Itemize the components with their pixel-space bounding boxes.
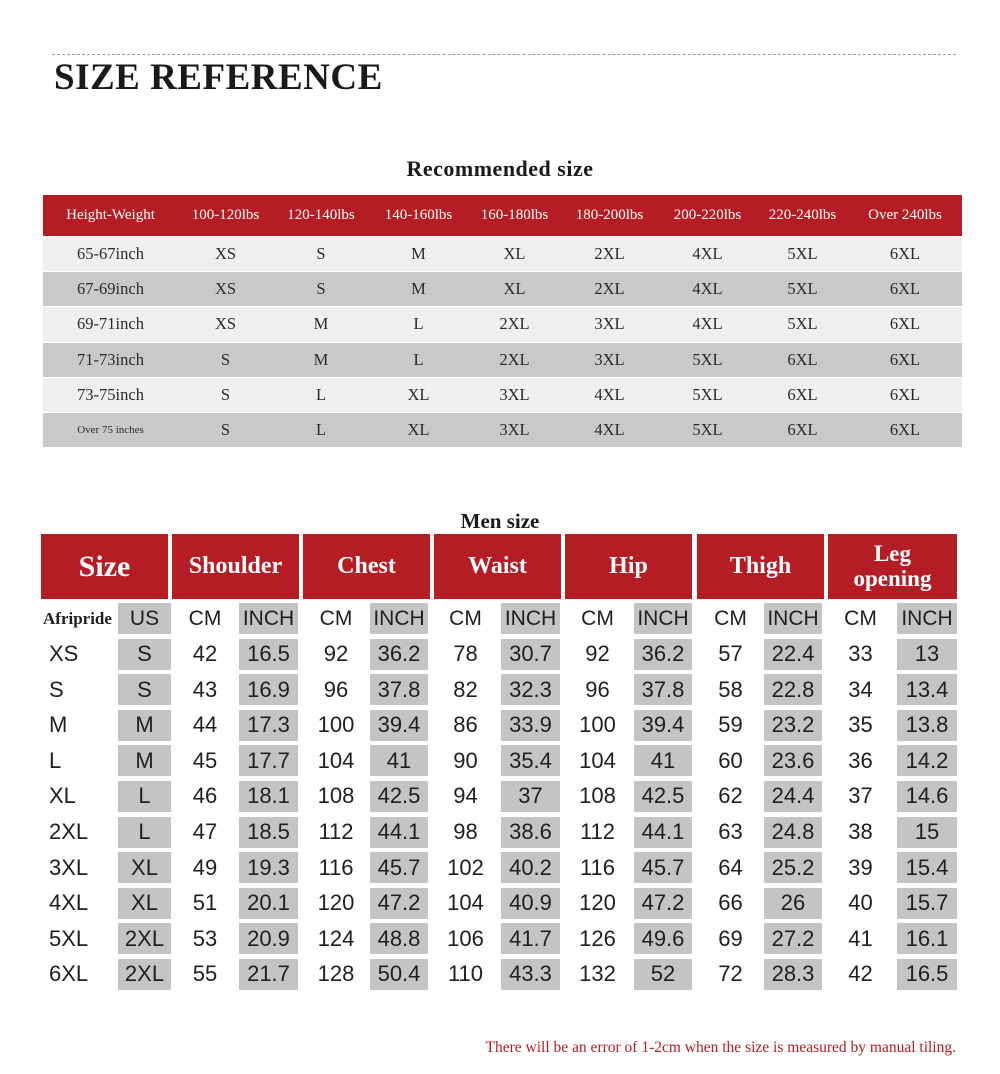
measure-cell: 20.1 xyxy=(239,888,298,919)
measure-cell: 18.5 xyxy=(239,817,298,848)
measure-cell: 32.3 xyxy=(501,674,560,705)
measure-cell: 38 xyxy=(848,819,873,845)
measure-cell: 110 xyxy=(447,961,484,987)
size-label-cell: 2XL xyxy=(118,959,171,990)
recommended-row xyxy=(43,342,962,377)
measure-cell: 44 xyxy=(192,712,218,738)
measure-cell: 39 xyxy=(848,854,873,880)
recommended-size-cell: 6XL xyxy=(889,279,921,299)
recommended-size-cell: 4XL xyxy=(594,420,625,440)
measure-cell: 18.1 xyxy=(239,781,298,812)
measure-cell: 112 xyxy=(579,819,616,845)
men-header-cell: Size xyxy=(41,534,168,599)
measure-cell: 41 xyxy=(370,745,428,776)
height-range-cell: 65-67inch xyxy=(77,244,144,264)
measure-cell: 39.4 xyxy=(370,710,428,741)
size-label-cell: 2XL xyxy=(49,819,89,845)
men-header-row xyxy=(41,534,957,601)
measurement-note: There will be an error of 1-2cm when the size is measured by manual tiling. xyxy=(485,1039,956,1056)
recommended-header-row xyxy=(43,195,962,236)
measure-cell: 92 xyxy=(323,641,349,667)
recommended-size-cell: XL xyxy=(407,420,430,440)
measure-cell: 13.4 xyxy=(897,674,957,705)
unit-label: CM xyxy=(844,606,877,630)
measure-cell: 34 xyxy=(848,676,873,702)
measure-cell: 96 xyxy=(585,676,610,702)
measure-cell: 43 xyxy=(192,676,218,702)
measure-cell: 19.3 xyxy=(239,852,298,883)
measure-cell: 72 xyxy=(718,961,743,987)
measure-cell: 28.3 xyxy=(764,959,822,990)
measure-cell: 27.2 xyxy=(764,923,822,954)
recommended-header-cell: Height-Weight xyxy=(66,207,155,223)
recommended-size-cell: XS xyxy=(214,279,237,299)
measure-cell: 52 xyxy=(634,959,692,990)
recommended-size-cell: 2XL xyxy=(594,244,625,264)
measure-cell: 59 xyxy=(718,712,743,738)
recommended-size-cell: L xyxy=(413,349,424,369)
recommended-row xyxy=(43,377,962,412)
measure-cell: 39.4 xyxy=(634,710,692,741)
recommended-size-cell: 6XL xyxy=(787,420,818,440)
measure-cell: 30.7 xyxy=(501,639,560,670)
recommended-size-cell: 4XL xyxy=(692,244,723,264)
recommended-header-cell: Over 240lbs xyxy=(868,207,942,223)
men-header-cell: Leg opening xyxy=(828,534,957,599)
men-size-row xyxy=(41,815,957,851)
recommended-size-table xyxy=(43,195,962,447)
size-label-cell: M xyxy=(118,710,171,741)
measure-cell: 41 xyxy=(634,745,692,776)
size-label-cell: XL xyxy=(118,888,171,919)
recommended-size-cell: 4XL xyxy=(594,384,625,404)
measure-cell: 26 xyxy=(764,888,822,919)
recommended-size-cell: XS xyxy=(214,314,237,334)
measure-cell: 42 xyxy=(192,641,218,667)
measure-cell: 120 xyxy=(579,890,616,916)
recommended-size-cell: 5XL xyxy=(787,279,818,299)
height-range-cell: 73-75inch xyxy=(77,384,144,404)
recommended-size-cell: 2XL xyxy=(594,279,625,299)
recommended-size-cell: L xyxy=(315,384,327,404)
measure-cell: 47 xyxy=(192,819,218,845)
recommended-size-cell: 4XL xyxy=(692,314,723,334)
measure-cell: 124 xyxy=(317,925,355,951)
recommended-size-cell: 3XL xyxy=(499,420,530,440)
size-label-cell: S xyxy=(49,676,64,702)
measure-cell: 44.1 xyxy=(370,817,428,848)
recommended-size-cell: 5XL xyxy=(787,244,818,264)
recommended-size-cell: 4XL xyxy=(692,279,723,299)
size-label-cell: 3XL xyxy=(49,854,89,880)
measure-cell: 42.5 xyxy=(370,781,428,812)
measure-cell: 46 xyxy=(192,783,218,809)
measure-cell: 45.7 xyxy=(370,852,428,883)
unit-label: INCH xyxy=(764,603,822,634)
unit-label: CM xyxy=(319,606,353,630)
measure-cell: 45.7 xyxy=(634,852,692,883)
men-size-row xyxy=(41,672,957,708)
measure-cell: 22.8 xyxy=(764,674,822,705)
measure-cell: 116 xyxy=(579,854,616,880)
measure-cell: 38.6 xyxy=(501,817,560,848)
recommended-size-cell: 5XL xyxy=(692,420,723,440)
recommended-size-cell: 5XL xyxy=(787,314,818,334)
measure-cell: 53 xyxy=(192,925,218,951)
measure-cell: 126 xyxy=(579,925,616,951)
measure-cell: 92 xyxy=(585,641,610,667)
size-label-cell: M xyxy=(49,712,68,738)
unit-label: CM xyxy=(188,606,222,630)
height-range-cell: 67-69inch xyxy=(77,279,144,299)
measure-cell: 13 xyxy=(897,639,957,670)
size-label-cell: 2XL xyxy=(118,923,171,954)
measure-cell: 35.4 xyxy=(501,745,560,776)
recommended-header-cell: 180-200lbs xyxy=(575,207,644,223)
size-label-cell: XL xyxy=(118,852,171,883)
recommended-size-cell: 6XL xyxy=(889,420,921,440)
recommended-size-cell: S xyxy=(220,349,231,369)
measure-cell: 13.8 xyxy=(897,710,957,741)
measure-cell: 23.6 xyxy=(764,745,822,776)
size-label-cell: L xyxy=(118,817,171,848)
recommended-size-cell: 6XL xyxy=(787,384,818,404)
height-range-cell: 69-71inch xyxy=(77,314,144,334)
recommended-size-cell: 6XL xyxy=(889,314,921,334)
measure-cell: 37.8 xyxy=(634,674,692,705)
recommended-size-cell: 6XL xyxy=(889,349,921,369)
measure-cell: 37.8 xyxy=(370,674,428,705)
measure-cell: 20.9 xyxy=(239,923,298,954)
size-label-cell: S xyxy=(118,639,171,670)
measure-cell: 36.2 xyxy=(370,639,428,670)
unit-label: US xyxy=(118,603,171,634)
measure-cell: 40.9 xyxy=(501,888,560,919)
height-range-cell: 71-73inch xyxy=(77,349,144,369)
recommended-size-cell: 2XL xyxy=(499,314,530,334)
measure-cell: 47.2 xyxy=(370,888,428,919)
measure-cell: 49.6 xyxy=(634,923,692,954)
measure-cell: 50.4 xyxy=(370,959,428,990)
measure-cell: 24.8 xyxy=(764,817,822,848)
measure-cell: 104 xyxy=(447,890,484,916)
size-label-cell: S xyxy=(118,674,171,705)
measure-cell: 23.2 xyxy=(764,710,822,741)
recommended-size-cell: 3XL xyxy=(594,349,625,369)
measure-cell: 16.1 xyxy=(897,923,957,954)
measure-cell: 33 xyxy=(848,641,873,667)
recommended-header-cell: 100-120lbs xyxy=(191,207,260,223)
recommended-size-cell: 5XL xyxy=(692,384,723,404)
measure-cell: 69 xyxy=(718,925,743,951)
measure-cell: 16.5 xyxy=(897,959,957,990)
measure-cell: 102 xyxy=(447,854,484,880)
recommended-row xyxy=(43,306,962,341)
page-title: SIZE REFERENCE xyxy=(54,57,383,98)
recommended-size-cell: XL xyxy=(503,279,526,299)
measure-cell: 41.7 xyxy=(501,923,560,954)
recommended-size-cell: M xyxy=(411,279,426,299)
measure-cell: 40 xyxy=(848,890,873,916)
measure-cell: 96 xyxy=(323,676,349,702)
measure-cell: 94 xyxy=(453,783,478,809)
men-size-row xyxy=(41,957,957,993)
measure-cell: 42.5 xyxy=(634,781,692,812)
unit-label: INCH xyxy=(897,603,957,634)
measure-cell: 36 xyxy=(848,747,873,773)
measure-cell: 24.4 xyxy=(764,781,822,812)
measure-cell: 16.9 xyxy=(239,674,298,705)
measure-cell: 60 xyxy=(718,747,743,773)
recommended-size-cell: 3XL xyxy=(499,384,530,404)
unit-label: INCH xyxy=(634,603,692,634)
recommended-row xyxy=(43,271,962,306)
measure-cell: 108 xyxy=(579,783,616,809)
recommended-size-cell: M xyxy=(313,314,329,334)
men-header-cell: Shoulder xyxy=(172,534,299,599)
recommended-size-cell: 6XL xyxy=(787,349,818,369)
unit-label: INCH xyxy=(501,603,560,634)
measure-cell: 15.4 xyxy=(897,852,957,883)
measure-cell: 78 xyxy=(453,641,478,667)
measure-cell: 86 xyxy=(453,712,478,738)
recommended-size-cell: XS xyxy=(214,244,237,264)
size-label-cell: XS xyxy=(49,641,79,667)
recommended-size-cell: L xyxy=(315,420,327,440)
recommended-size-cell: 6XL xyxy=(889,384,921,404)
measure-cell: 66 xyxy=(718,890,743,916)
recommended-size-cell: M xyxy=(313,349,329,369)
unit-label: CM xyxy=(581,606,614,630)
measure-cell: 90 xyxy=(453,747,478,773)
size-label-cell: L xyxy=(49,747,62,773)
measure-cell: 36.2 xyxy=(634,639,692,670)
measure-cell: 17.3 xyxy=(239,710,298,741)
size-label-cell: 5XL xyxy=(49,925,89,951)
measure-cell: 33.9 xyxy=(501,710,560,741)
height-range-cell: Over 75 inches xyxy=(77,424,144,437)
men-size-row xyxy=(41,886,957,922)
recommended-row xyxy=(43,236,962,271)
unit-label: INCH xyxy=(370,603,428,634)
size-label-cell: L xyxy=(118,781,171,812)
top-divider xyxy=(52,54,956,55)
measure-cell: 120 xyxy=(317,890,355,916)
recommended-size-cell: M xyxy=(411,244,426,264)
measure-cell: 98 xyxy=(453,819,478,845)
measure-cell: 17.7 xyxy=(239,745,298,776)
measure-cell: 48.8 xyxy=(370,923,428,954)
size-label-cell: 6XL xyxy=(49,961,89,987)
size-label-cell: XL xyxy=(49,783,76,809)
measure-cell: 100 xyxy=(317,712,355,738)
measure-cell: 21.7 xyxy=(239,959,298,990)
measure-cell: 22.4 xyxy=(764,639,822,670)
men-unit-row xyxy=(41,601,957,637)
measure-cell: 43.3 xyxy=(501,959,560,990)
men-size-title: Men size xyxy=(460,509,540,533)
men-header-cell: Thigh xyxy=(697,534,824,599)
recommended-header-cell: 220-240lbs xyxy=(768,207,837,223)
measure-cell: 100 xyxy=(579,712,616,738)
measure-cell: 16.5 xyxy=(239,639,298,670)
men-size-row xyxy=(41,921,957,957)
measure-cell: 116 xyxy=(318,854,354,880)
measure-cell: 37 xyxy=(848,783,873,809)
measure-cell: 55 xyxy=(192,961,218,987)
measure-cell: 132 xyxy=(579,961,616,987)
measure-cell: 112 xyxy=(318,819,354,845)
men-header-cell: Hip xyxy=(565,534,692,599)
measure-cell: 104 xyxy=(579,747,616,773)
unit-label: CM xyxy=(449,606,482,630)
measure-cell: 82 xyxy=(453,676,478,702)
men-header-cell: Chest xyxy=(303,534,430,599)
measure-cell: 40.2 xyxy=(501,852,560,883)
men-size-table xyxy=(41,534,957,993)
measure-cell: 14.6 xyxy=(897,781,957,812)
recommended-size-cell: S xyxy=(220,420,231,440)
men-size-row xyxy=(41,743,957,779)
recommended-size-cell: XL xyxy=(407,384,430,404)
measure-cell: 108 xyxy=(317,783,355,809)
men-header-cell: Waist xyxy=(434,534,561,599)
measure-cell: 14.2 xyxy=(897,745,957,776)
men-size-row xyxy=(41,708,957,744)
unit-label: CM xyxy=(714,606,747,630)
measure-cell: 45 xyxy=(192,747,218,773)
measure-cell: 47.2 xyxy=(634,888,692,919)
men-size-row xyxy=(41,850,957,886)
measure-cell: 25.2 xyxy=(764,852,822,883)
measure-cell: 49 xyxy=(192,854,218,880)
measure-cell: 41 xyxy=(848,925,873,951)
measure-cell: 58 xyxy=(718,676,743,702)
measure-cell: 35 xyxy=(848,712,873,738)
measure-cell: 15 xyxy=(897,817,957,848)
measure-cell: 57 xyxy=(718,641,743,667)
recommended-size-title: Recommended size xyxy=(406,156,594,181)
measure-cell: 44.1 xyxy=(634,817,692,848)
recommended-row xyxy=(43,412,962,447)
measure-cell: 42 xyxy=(848,961,873,987)
men-size-row xyxy=(41,637,957,673)
unit-label: INCH xyxy=(239,603,298,634)
measure-cell: 106 xyxy=(447,925,484,951)
recommended-header-cell: 120-140lbs xyxy=(287,207,355,223)
recommended-size-cell: 2XL xyxy=(499,349,530,369)
measure-cell: 64 xyxy=(718,854,743,880)
measure-cell: 128 xyxy=(317,961,355,987)
recommended-header-cell: 200-220lbs xyxy=(673,207,742,223)
recommended-size-cell: 6XL xyxy=(889,244,921,264)
measure-cell: 51 xyxy=(192,890,218,916)
recommended-size-cell: S xyxy=(316,244,326,264)
measure-cell: 104 xyxy=(317,747,355,773)
size-label-cell: M xyxy=(118,745,171,776)
measure-cell: 37 xyxy=(501,781,560,812)
measure-cell: 63 xyxy=(718,819,743,845)
unit-label: Afripride xyxy=(43,608,112,628)
measure-cell: 15.7 xyxy=(897,888,957,919)
recommended-header-cell: 140-160lbs xyxy=(384,207,453,223)
recommended-size-cell: L xyxy=(413,314,424,334)
recommended-size-cell: 3XL xyxy=(594,314,625,334)
recommended-size-cell: S xyxy=(220,384,231,404)
measure-cell: 62 xyxy=(718,783,743,809)
recommended-size-cell: XL xyxy=(503,244,526,264)
recommended-header-cell: 160-180lbs xyxy=(480,207,549,223)
recommended-size-cell: 5XL xyxy=(692,349,723,369)
size-label-cell: 4XL xyxy=(49,890,89,916)
recommended-size-cell: S xyxy=(316,279,326,299)
men-size-row xyxy=(41,779,957,815)
